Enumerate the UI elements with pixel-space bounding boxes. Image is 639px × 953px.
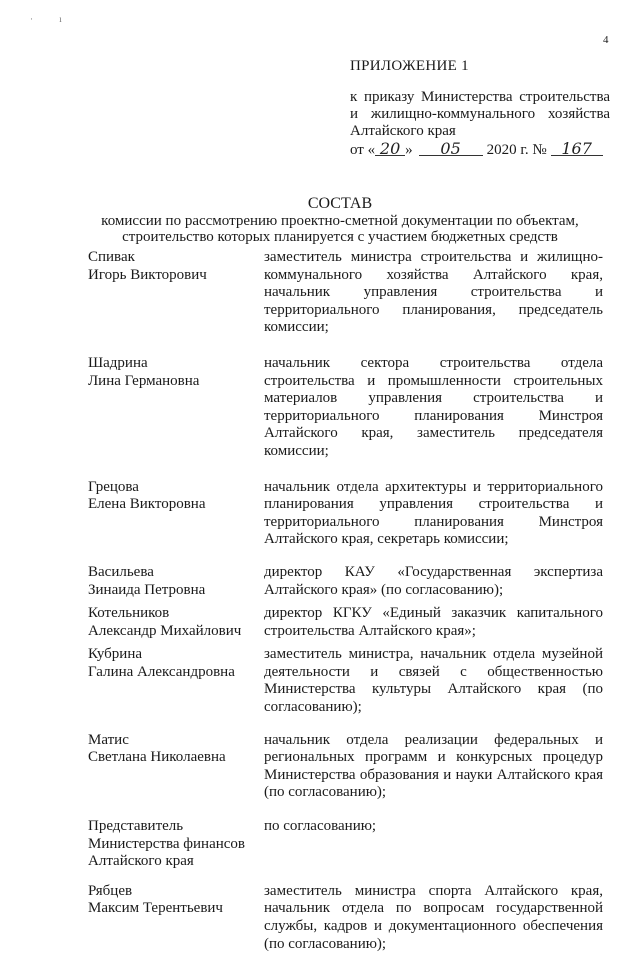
member-name: Представитель Министерства финансов Алтайского края — [88, 818, 245, 870]
appendix-block — [350, 58, 610, 159]
member-row — [88, 883, 603, 953]
member-name: Спивак Игорь Викторович — [88, 249, 207, 283]
date-prefix: от « — [350, 142, 376, 158]
member-row — [88, 646, 603, 716]
margin-marks: · ı — [30, 14, 74, 24]
member-role: по согласованию; — [264, 818, 377, 835]
order-month: 05 — [419, 140, 483, 156]
member-row — [88, 355, 603, 461]
member-name: Рябцев Максим Терентьевич — [88, 882, 223, 917]
member-name: Матис Светлана Николаевна — [88, 731, 226, 766]
heading-title: СОСТАВ — [307, 195, 373, 212]
composition-heading — [80, 196, 600, 245]
order-number: 167 — [551, 140, 603, 156]
member-role: заместитель министра строительства и жилищно-коммунального хозяйства Алтайского края, начальник управления строительства и территориального планирования, председатель комиссии; — [264, 249, 603, 336]
member-name: Грецова Елена Викторовна — [88, 478, 206, 513]
appendix-line: к приказу Министерства строительства — [350, 89, 610, 105]
order-date-line — [350, 140, 610, 159]
date-separator: » — [405, 142, 413, 158]
member-role: директор КАУ «Государственная экспертиза Алтайского края» (по согласованию); — [264, 563, 603, 598]
member-name: Шадрина Лина Германовна — [88, 354, 200, 389]
member-row — [88, 818, 603, 871]
member-role: заместитель министра спорта Алтайского края, начальник отдела по вопросам государственной службы, кадров и документационного обеспечения (по согласованию); — [264, 882, 603, 952]
member-list — [88, 249, 603, 953]
member-role: начальник сектора строительства отдела строительства и промышленности строительных материалов управления строительства и территориального планирования Минстроя Алтайского края, заместитель председателя комиссии; — [264, 354, 603, 459]
order-day: 20 — [375, 140, 405, 156]
member-name: Кубрина Галина Александровна — [88, 646, 235, 680]
member-row — [88, 605, 603, 640]
appendix-title: ПРИЛОЖЕНИЕ 1 — [350, 58, 469, 74]
member-row — [88, 564, 603, 599]
order-year: 2020 г. № — [486, 142, 547, 158]
member-role: заместитель министра, начальник отдела музейной деятельности и связей с общественностью Министерства культуры Алтайского края (по согласованию); — [264, 646, 603, 716]
member-role: начальник отдела архитектуры и территориального планирования управления строительства и территориального планирования Минстроя Алтайского края, секретарь комиссии; — [264, 478, 603, 548]
appendix-line: Алтайского края — [350, 123, 456, 139]
member-name: Васильева Зинаида Петровна — [88, 563, 206, 598]
member-row — [88, 732, 603, 802]
appendix-line: и жилищно-коммунального хозяйства — [350, 106, 610, 122]
member-row — [88, 249, 603, 337]
member-role: начальник отдела реализации федеральных и региональных программ и конкурсных процедур Министерства образования и науки Алтайского края (по согласованию); — [264, 731, 603, 801]
page-number: 4 — [603, 34, 609, 46]
heading-line: строительство которых планируется с участием бюджетных средств — [122, 229, 558, 245]
heading-line: комиссии по рассмотрению проектно-сметной документации по объектам, — [101, 213, 579, 229]
member-row — [88, 479, 603, 549]
member-role: директор КГКУ «Единый заказчик капитального строительства Алтайского края»; — [264, 605, 603, 639]
member-name: Котельников Александр Михайлович — [88, 605, 242, 639]
